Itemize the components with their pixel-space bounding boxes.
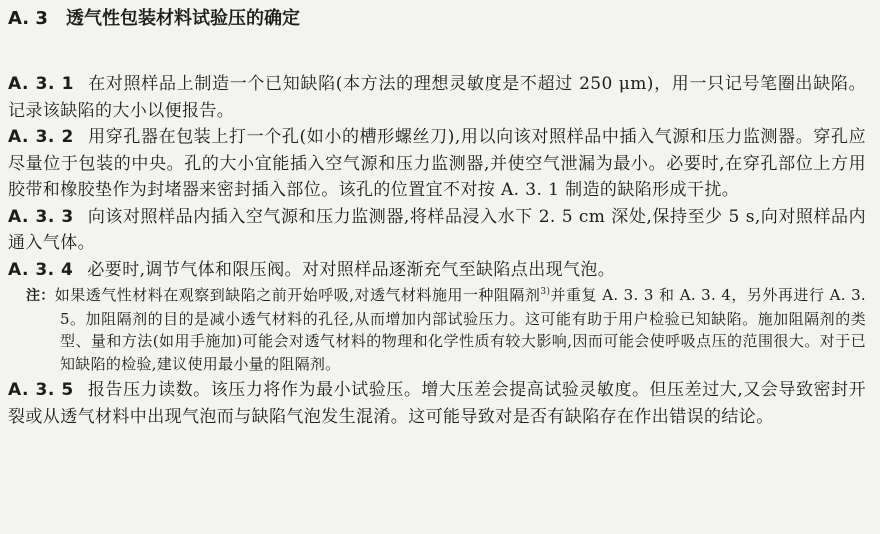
clause-number: A. 3. 4 [8,259,74,280]
section-heading [8,7,866,31]
clause-text: 向该对照样品内插入空气源和压力监测器,将样品浸入水下 2. 5 cm 深处,保持至少 5 s,向对照样品内通入气体。 [8,206,866,253]
clause-a-3-5 [8,377,866,430]
footnote-ref: 3) [540,287,551,297]
clause-text: 必要时,调节气体和限压阀。对对照样品逐渐充气至缺陷点出现气泡。 [87,259,616,280]
clause-a-3-3 [8,204,866,257]
note-text-part-1: 如果透气性材料在观察到缺陷之前开始呼吸,对透气材料施用一种阻隔剂 [54,286,541,304]
clause-a-3-2 [8,124,866,204]
clause-text: 用穿孔器在包装上打一个孔(如小的槽形螺丝刀),用以向该对照样品中插入气源和压力监测器。穿孔应尽量位于包装的中央。孔的大小宜能插入空气源和压力监测器,并使空气泄漏为最小。必要时,在穿孔部位上方用胶带和橡胶垫作为封堵器来密封插入部位。该孔的位置宜不对按 A. 3. 1 制造的缺陷形成干扰。 [8,127,866,200]
note-label: 注： [26,288,55,304]
section-title: 透气性包装材料试验压的确定 [66,8,300,29]
clause-a-3-1 [8,71,866,124]
clause-text: 报告压力读数。该压力将作为最小试验压。增大压差会提高试验灵敏度。但压差过大,又会导致密封开裂或从透气材料中出现气泡而与缺陷气泡发生混淆。这可能导致对是否有缺陷存在作出错误的结论。 [8,380,867,427]
clause-number: A. 3. 5 [8,380,74,400]
note-text-part-2: 并重复 A. 3. 3 和 A. 3. 4，另外再进行 A. 3. 5。加阻隔剂的目的是减小透气材料的孔径,从而增加内部试验压力。这可能有助于用户检验已知缺陷。施加阻隔剂的类型、量和方法(如用手施加)可能会对透气材料的物理和化学性质有较大影响,因而可能会使呼吸点压的范围很大。对于已知缺陷的检验,建议使用最小量的阻隔剂。 [60,286,866,373]
note-block [8,284,866,375]
clause-number: A. 3. 3 [8,206,74,227]
clause-text: 在对照样品上制造一个已知缺陷(本方法的理想灵敏度是不超过 250 μm)，用一只记号笔圈出缺陷。记录该缺陷的大小以便报告。 [8,74,866,121]
clause-a-3-4 [8,257,866,284]
clause-number: A. 3. 1 [8,74,74,94]
clause-number: A. 3. 2 [8,127,74,147]
section-number: A. 3 [8,8,48,29]
